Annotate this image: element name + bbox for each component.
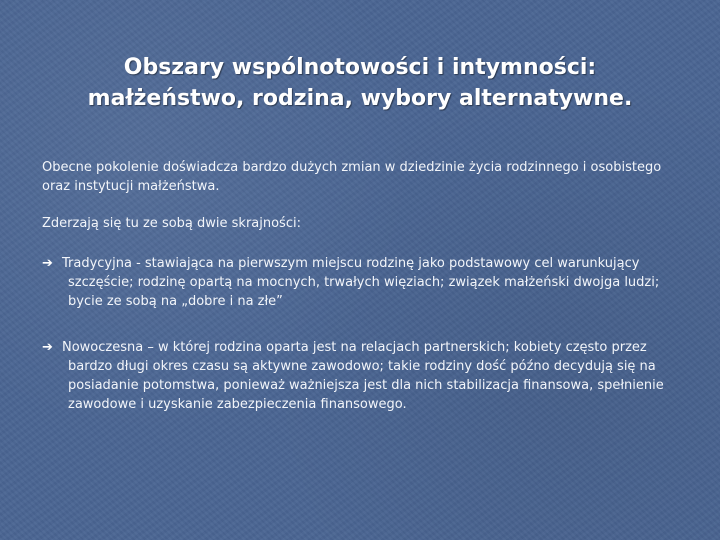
bullet-traditional	[42, 254, 692, 311]
title-line-2: małżeństwo, rodzina, wybory alternatywne.	[87, 86, 633, 111]
slide-title	[20, 52, 700, 114]
title-line-1: Obszary wspólnotowości i intymności:	[123, 55, 597, 80]
intro-paragraph: Obecne pokolenie doświadcza bardzo dużych zmian w dziedzinie życia rodzinnego i osobistego oraz instytucji małżeństwa.	[42, 160, 662, 194]
bullet-text: – w której rodzina oparta jest na relacjach partnerskich; kobiety często przez bardzo długi okres czasu są aktywne zawodowo; takie rodziny dość późno decydują się na posiadanie potomstwa, ponieważ ważniejsza jest dla nich stabilizacja finansowa, spełnienie zawodowe i uzyskanie zabezpieczenia finansowego.	[68, 340, 664, 412]
arrow-right-icon: ➔	[42, 340, 53, 355]
bullet-text: - stawiająca na pierwszym miejscu rodzinę jako podstawowy cel warunkujący szczęście; rodzinę opartą na mocnych, trwałych więziach; związek małżeński dwojga ludzi; bycie ze sobą na „dobre i na złe”	[68, 256, 660, 309]
lead-paragraph: Zderzają się tu ze sobą dwie skrajności:	[42, 216, 301, 231]
bullet-term: Tradycyjna	[62, 256, 132, 271]
bullet-modern	[42, 338, 692, 414]
bullet-term: Nowoczesna	[62, 340, 144, 355]
arrow-right-icon: ➔	[42, 256, 53, 271]
slide-body	[42, 158, 692, 414]
